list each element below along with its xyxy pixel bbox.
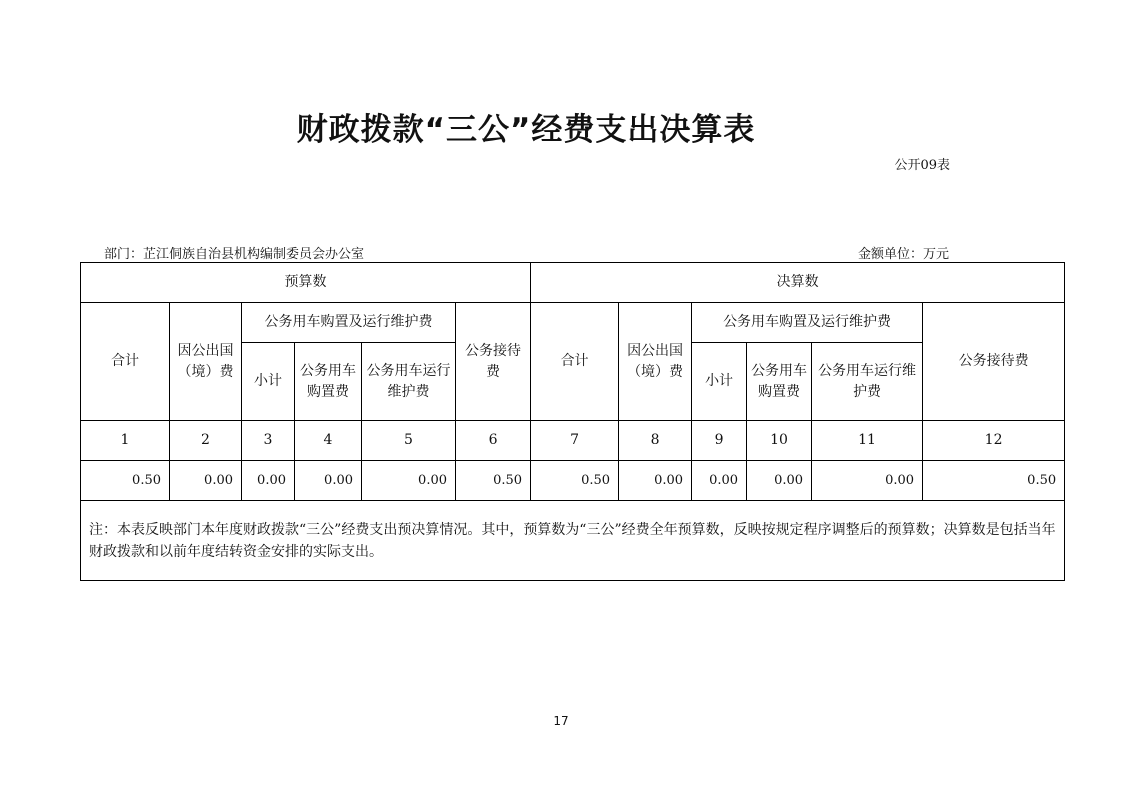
- final-car-subtotal-header: 小计: [692, 343, 747, 421]
- budget-car-operation-header: 公务用车运行维护费: [362, 343, 456, 421]
- value-cell: 0.00: [362, 461, 456, 501]
- value-cell: 0.50: [456, 461, 531, 501]
- final-reception-header: 公务接待费: [923, 303, 1065, 421]
- value-row: [81, 461, 1065, 501]
- value-cell: 0.00: [747, 461, 812, 501]
- col-number: 5: [362, 421, 456, 461]
- unit-label: 金额单位：万元: [858, 247, 950, 262]
- table-note: 注：本表反映部门本年度财政拨款“三公”经费支出预决算情况。其中，预算数为“三公”经费全年预算数，反映按规定程序调整后的预算数；决算数是包括当年财政拨款和以前年度结转资金安排的实际支出。: [81, 501, 1065, 581]
- value-cell: 0.00: [295, 461, 362, 501]
- col-number: 10: [747, 421, 812, 461]
- budget-total-header: 合计: [81, 303, 170, 421]
- budget-car-subtotal-header: 小计: [242, 343, 295, 421]
- value-cell: 0.50: [81, 461, 170, 501]
- value-cell: 0.00: [619, 461, 692, 501]
- final-abroad-header: 因公出国（境）费: [619, 303, 692, 421]
- expenditure-table: [80, 262, 1065, 581]
- col-number: 3: [242, 421, 295, 461]
- col-number: 1: [81, 421, 170, 461]
- budget-reception-header: 公务接待费: [456, 303, 531, 421]
- col-number: 2: [170, 421, 242, 461]
- col-number: 12: [923, 421, 1065, 461]
- col-number: 9: [692, 421, 747, 461]
- page-number: 17: [553, 714, 569, 728]
- budget-abroad-header: 因公出国（境）费: [170, 303, 242, 421]
- final-car-purchase-header: 公务用车购置费: [747, 343, 812, 421]
- col-number: 7: [531, 421, 619, 461]
- final-total-header: 合计: [531, 303, 619, 421]
- column-number-row: [81, 421, 1065, 461]
- department-label: 部门：芷江侗族自治县机构编制委员会办公室: [104, 247, 365, 262]
- budget-car-purchase-header: 公务用车购置费: [295, 343, 362, 421]
- budget-car-group-header: 公务用车购置及运行维护费: [242, 303, 456, 343]
- col-number: 6: [456, 421, 531, 461]
- value-cell: 0.00: [692, 461, 747, 501]
- col-number: 4: [295, 421, 362, 461]
- value-cell: 0.00: [812, 461, 923, 501]
- page-title: 财政拨款“三公”经费支出决算表: [296, 112, 756, 148]
- value-cell: 0.50: [531, 461, 619, 501]
- final-header: 决算数: [531, 263, 1065, 303]
- final-car-operation-header: 公务用车运行维护费: [812, 343, 923, 421]
- form-number: 公开09表: [894, 158, 950, 173]
- col-number: 11: [812, 421, 923, 461]
- col-number: 8: [619, 421, 692, 461]
- value-cell: 0.50: [923, 461, 1065, 501]
- value-cell: 0.00: [242, 461, 295, 501]
- budget-header: 预算数: [81, 263, 531, 303]
- value-cell: 0.00: [170, 461, 242, 501]
- final-car-group-header: 公务用车购置及运行维护费: [692, 303, 923, 343]
